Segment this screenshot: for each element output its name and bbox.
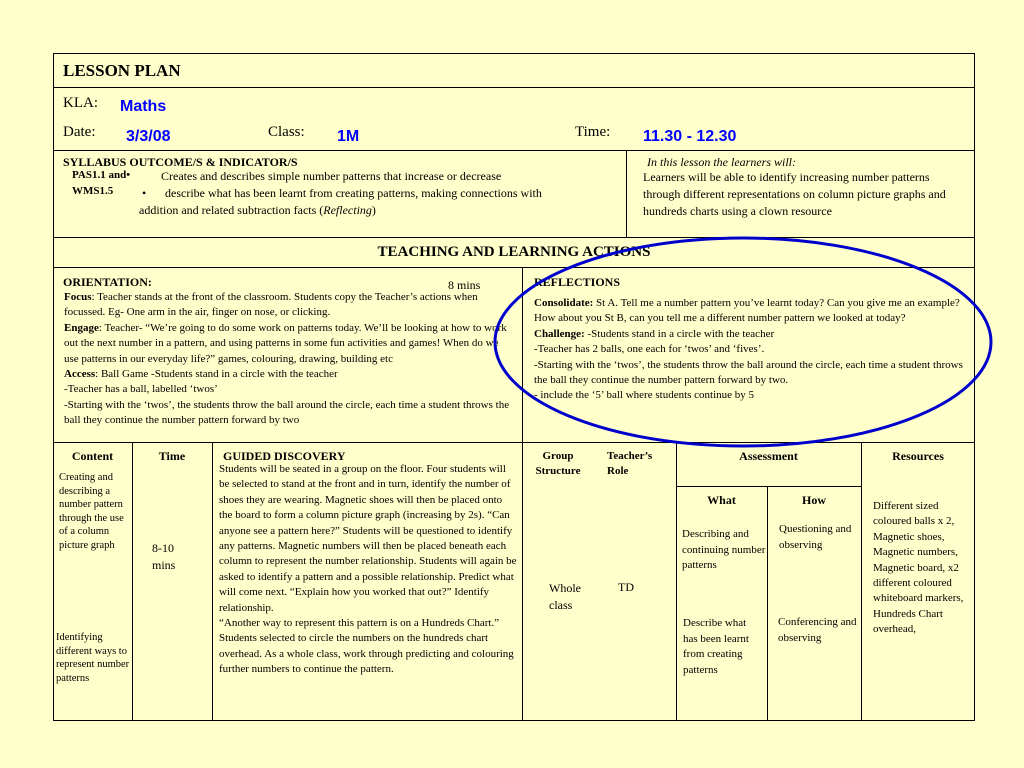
- consolidate-label: Consolidate:: [534, 297, 594, 309]
- kla-label: KLA:: [63, 95, 98, 111]
- focus-text: : Teacher stands at the front of the classroom. Students copy the Teacher’s actions when focussed. Eg- One arm in the air, finger on nose, or clicking.: [64, 291, 478, 319]
- annotation-circle-icon: [495, 238, 991, 446]
- syllabus-code-2: WMS1.5: [72, 185, 114, 197]
- assessment-what-1: Describing and continuing number patterns: [682, 528, 766, 571]
- engage-label: Engage: [64, 321, 99, 334]
- challenge-line-2: -Teacher has 2 balls, one each for ‘twos’ and ‘fives’.: [534, 343, 765, 356]
- syllabus-heading: SYLLABUS OUTCOME/S & INDICATOR/S: [63, 155, 298, 169]
- content-item-1: Creating and describing a number pattern through the use of a column picture graph: [59, 472, 124, 551]
- page-title: LESSON PLAN: [63, 61, 181, 80]
- role-value: TD: [618, 580, 634, 594]
- content-header: Content: [71, 449, 114, 463]
- assessment-what-2: Describe what has been learnt from creating patterns: [683, 617, 749, 676]
- guided-paragraph-1: Students will be seated in a group on the floor. Four students will be selected to stand at the front and in turn, identify the number of shoes they are wearing. Magnetic shoes will then be placed onto the board to form a column picture graph (increasing by 2s). “Can anyone see a pattern here?” Students will be questioned to identify any patterns. Magnetic numbers will then be placed beneath each column to represent the number relationship. Students will again be asked to identify a pattern and a possible relationship. Predict what will come next. “Explain how you worked that out?” Identify relationship.: [219, 463, 517, 614]
- time-header: Time: [158, 449, 186, 463]
- access-line-2: -Teacher has a ball, labelled ‘twos’: [64, 383, 218, 396]
- orientation-duration: 8 mins: [448, 278, 481, 292]
- how-header: How: [802, 493, 826, 507]
- guided-paragraph-2: “Another way to represent this pattern is on a Hundreds Chart.” Students selected to circle the numbers on the hundreds chart overhead. As a whole class, work through predicting and colouring further numbers to continue the pattern.: [219, 617, 514, 676]
- syllabus-outcome-2: describe what has been learnt from creating patterns, making connections with: [165, 186, 542, 200]
- challenge-line-4: - include the ‘5’ ball where students continue by 5: [534, 389, 755, 402]
- time-label: Time:: [575, 124, 611, 140]
- assessment-how-1: Questioning and observing: [779, 523, 852, 551]
- group-header: Group Structure: [535, 450, 581, 477]
- engage-text: : Teacher- “We’re going to do some work on patterns today. We’ll be looking at how to work out the next number in a pattern, and using patterns in some fun activities and games! When do we use patterns in our everyday life?” games, colouring, drawing, building etc: [64, 321, 507, 365]
- kla-value: Maths: [120, 98, 167, 115]
- syllabus-outcome-1: Creates and describes simple number patterns that increase or decrease: [161, 169, 502, 183]
- consolidate-text: St A. Tell me a number pattern you’ve learnt today? Can you give me an example? How about you St B, can you tell me a different number pattern we looked at today?: [534, 297, 960, 325]
- class-label: Class:: [268, 124, 305, 140]
- date-value: 3/3/08: [126, 128, 171, 145]
- class-value: 1M: [337, 128, 360, 145]
- time-value-cell: 8-10 mins: [152, 541, 176, 572]
- bullet-icon: •: [142, 186, 147, 200]
- content-item-2: Identifying different ways to represent number patterns: [56, 632, 130, 684]
- tla-heading: TEACHING AND LEARNING ACTIONS: [377, 244, 651, 260]
- group-value: Whole class: [549, 581, 581, 612]
- date-label: Date:: [63, 124, 96, 140]
- resources-text: Different sized coloured balls x 2, Magnetic shoes, Magnetic numbers, Magnetic board, x2 different coloured whiteboard markers, Hundreds Chart overhead,: [873, 500, 964, 636]
- syllabus-code-1: PAS1.1 and•: [72, 169, 131, 181]
- focus-label: Focus: [64, 291, 92, 303]
- learners-text: Learners will be able to identify increasing number patterns through different representations on column picture graphs and hundreds charts using a clown resource: [643, 170, 946, 218]
- reflections-heading: REFLECTIONS: [534, 275, 621, 289]
- challenge-line-3: -Starting with the ‘twos’, the students throw the ball around the circle, each time a student throws the ball they continue the number pattern forward by two.: [534, 358, 963, 387]
- resources-header: Resources: [892, 449, 944, 463]
- guided-header: GUIDED DISCOVERY: [223, 449, 346, 463]
- learners-heading: In this lesson the learners will:: [647, 155, 796, 169]
- challenge-label: Challenge:: [534, 327, 585, 340]
- what-header: What: [707, 493, 736, 507]
- assessment-how-2: Conferencing and observing: [778, 616, 857, 644]
- orientation-heading: ORIENTATION:: [63, 275, 152, 289]
- syllabus-outcome-italic: Reflecting: [323, 203, 372, 217]
- syllabus-outcome-text: addition and related subtraction facts (: [139, 203, 324, 217]
- role-header: Teacher’s Role: [607, 450, 653, 477]
- assessment-header: Assessment: [739, 449, 798, 463]
- challenge-text: -Students stand in a circle with the teacher: [584, 327, 775, 340]
- time-value: 11.30 - 12.30: [643, 128, 737, 145]
- syllabus-outcome-close: ): [371, 203, 376, 217]
- access-line-3: -Starting with the ‘twos’, the students throw the ball around the circle, each time a student throws the ball they continue the number pattern forward by two: [64, 398, 510, 427]
- access-text: : Ball Game -Students stand in a circle with the teacher: [95, 368, 338, 381]
- access-label: Access: [64, 368, 96, 381]
